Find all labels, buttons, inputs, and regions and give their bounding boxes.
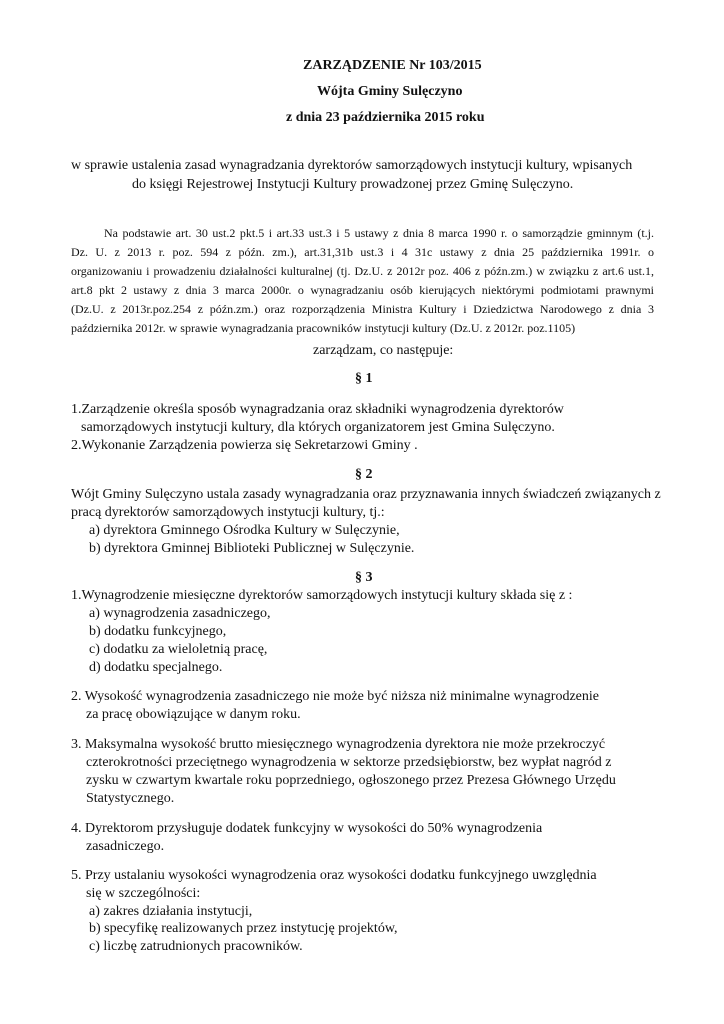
section-line: 3. Maksymalna wysokość brutto miesięcznego wynagrodzenia dyrektora nie może przekroczyć [71,737,606,752]
list-item: b) dodatku funkcyjnego, [89,624,227,639]
preamble-line: Na podstawie art. 30 ust.2 pkt.5 i art.33 ust.3 i 5 ustawy z dnia 8 marca 1990 r. o samorządzie gminnym (t.j. [104,226,654,240]
list-item: d) dodatku specjalnego. [89,660,223,675]
section-line: czterokrotności przeciętnego wynagrodzenia w sektorze przedsiębiorstw, bez wypłat nagród z [86,755,612,770]
document-issuer: Wójta Gminy Sulęczyno [317,84,463,99]
section-line: pracą dyrektorów samorządowych instytucji kultury, tj.: [71,505,385,520]
section-line: 2.Wykonanie Zarządzenia powierza się Sekretarzowi Gminy . [71,438,418,453]
section-line: za pracę obowiązujące w danym roku. [86,707,301,722]
list-item: a) wynagrodzenia zasadniczego, [89,606,271,621]
list-item: c) dodatku za wieloletnią pracę, [89,642,268,657]
subject-line-1: w sprawie ustalenia zasad wynagradzania dyrektorów samorządowych instytucji kultury, wpisanych [71,158,633,173]
list-item: b) specyfikę realizowanych przez instytucję projektów, [89,921,398,936]
section-heading: § 1 [355,371,373,386]
section-line: zasadniczego. [86,839,165,854]
section-line: Wójt Gminy Sulęczyno ustala zasady wynagradzania oraz przyznawania innych świadczeń związanych z [71,487,661,502]
section-line: 2. Wysokość wynagrodzenia zasadniczego nie może być niższa niż minimalne wynagrodzenie [71,689,599,704]
preamble-line: organizowaniu i prowadzeniu działalności kulturalnej (tj. Dz.U. z 2012r poz. 406 z późn.zm.) w związku z art.6 ust.1, [71,264,654,278]
document-date: z dnia 23 października 2015 roku [286,110,485,125]
section-line: Statystycznego. [86,791,175,806]
section-line: 4. Dyrektorom przysługuje dodatek funkcyjny w wysokości do 50% wynagrodzenia [71,821,543,836]
section-line: 1.Zarządzenie określa sposób wynagradzania oraz składniki wynagrodzenia dyrektorów [71,402,564,417]
preamble-line: art.8 pkt 2 ustawy z dnia 3 marca 2000r. o wynagradzaniu osób kierujących niektórymi podmiotami prawnymi [71,283,654,297]
section-line: samorządowych instytucji kultury, dla których organizatorem jest Gmina Sulęczyno. [81,420,555,435]
list-item: a) dyrektora Gminnego Ośrodka Kultury w Sulęczynie, [89,523,400,538]
preamble-line: października 2012r. w sprawie wynagradzania pracowników instytucji kultury (Dz.U. z 2012r. poz.1105) [71,321,576,335]
section-line: 5. Przy ustalaniu wysokości wynagrodzenia oraz wysokości dodatku funkcyjnego uwzględnia [71,868,597,883]
preamble-line: Dz. U. z 2013 r. poz. 594 z późn. zm.), art.31,31b ust.3 i 4 31c ustawy z dnia 25 października 1991r. o [71,245,654,259]
ordering-clause: zarządzam, co następuje: [313,343,454,358]
subject-line-2: do księgi Rejestrowej Instytucji Kultury prowadzonej przez Gminę Sulęczyno. [132,177,574,192]
section-heading: § 2 [355,467,373,482]
section-heading: § 3 [355,570,373,585]
section-line: 1.Wynagrodzenie miesięczne dyrektorów samorządowych instytucji kultury składa się z : [71,588,573,603]
document-title: ZARZĄDZENIE Nr 103/2015 [303,58,482,73]
section-line: zysku w czwartym kwartale roku poprzedniego, ogłoszonego przez Prezesa Głównego Urzędu [86,773,616,788]
section-line: się w szczególności: [86,886,201,901]
list-item: b) dyrektora Gminnej Biblioteki Publicznej w Sulęczynie. [89,541,415,556]
preamble-line: (Dz.U. z 2013r.poz.254 z późn.zm.) oraz rozporządzenia Ministra Kultury i Dziedzictwa Narodowego z dnia 3 [71,302,654,316]
list-item: a) zakres działania instytucji, [89,904,253,919]
list-item: c) liczbę zatrudnionych pracowników. [89,939,303,954]
